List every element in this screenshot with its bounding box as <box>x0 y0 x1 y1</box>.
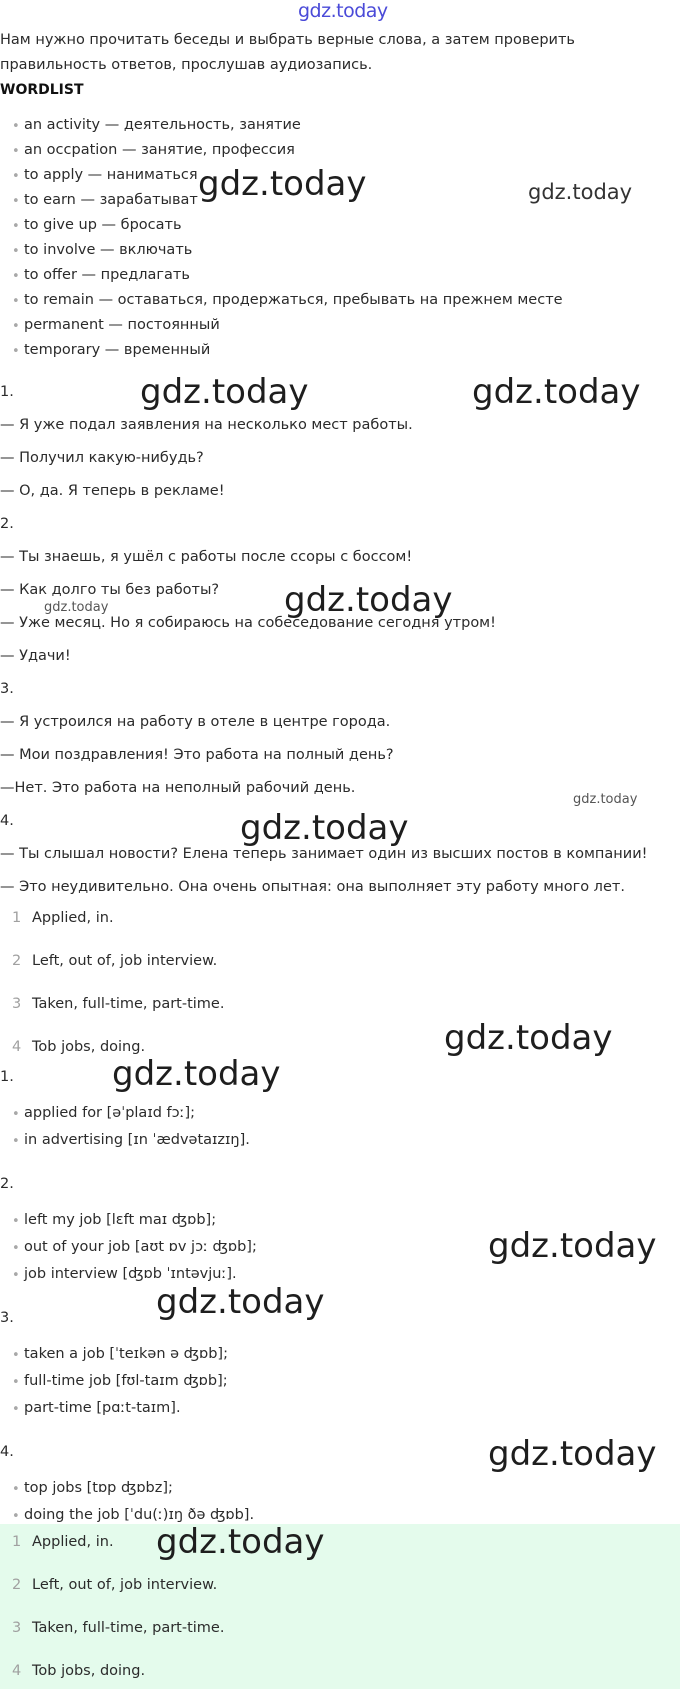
bullet-icon: • <box>12 1134 20 1149</box>
bullet-icon: • <box>12 294 20 309</box>
watermark: gdz.today <box>488 1434 657 1474</box>
dialogue-line: — Как долго ты без работы? <box>0 582 220 598</box>
bullet-icon: • <box>12 1509 20 1524</box>
bullet-icon: • <box>12 119 20 134</box>
watermark: gdz.today <box>156 1522 325 1562</box>
bullet-icon: • <box>12 244 20 259</box>
bullet-icon: • <box>12 1348 20 1363</box>
watermark: gdz.today <box>240 808 409 848</box>
dialogue-line: — Получил какую-нибудь? <box>0 450 204 466</box>
dialogue-line: —Нет. Это работа на неполный рабочий день. <box>0 780 356 796</box>
watermark: gdz.today <box>198 164 367 204</box>
dialogue-line: — Уже месяц. Но я собираюсь на собеседование сегодня утром! <box>0 615 496 631</box>
task-description: Нам нужно прочитать беседы и выбрать верные слова, а затем проверить правильность ответов, прослушав аудиозапись. <box>0 32 575 73</box>
bullet-icon: • <box>12 344 20 359</box>
dialogue-line: — Это неудивительно. Она очень опытная: она выполняет эту работу много лет. <box>0 879 625 895</box>
bullet-icon: • <box>12 269 20 284</box>
bullet-icon: • <box>12 1107 20 1122</box>
watermark: gdz.today <box>284 580 453 620</box>
bullet-icon: • <box>12 1268 20 1283</box>
dialogue-number: 4. <box>0 813 14 829</box>
dialogue-line: — Ты знаешь, я ушёл с работы после ссоры с боссом! <box>0 549 413 565</box>
bullet-icon: • <box>12 319 20 334</box>
bullet-icon: • <box>12 1214 20 1229</box>
watermark: gdz.today <box>573 792 638 807</box>
bullet-icon: • <box>12 1241 20 1256</box>
dialogue-line: — Удачи! <box>0 648 71 664</box>
watermark: gdz.today <box>472 372 641 412</box>
watermark: gdz.today <box>140 372 309 412</box>
section-number: 2. <box>0 1176 14 1192</box>
dialogue-line: — Мои поздравления! Это работа на полный день? <box>0 747 394 763</box>
bullet-icon: • <box>12 219 20 234</box>
watermark: gdz.today <box>112 1054 281 1094</box>
watermark: gdz.today <box>488 1226 657 1266</box>
dialogue-number: 2. <box>0 516 14 532</box>
dialogue-line: — Я уже подал заявления на несколько мест работы. <box>0 417 413 433</box>
section-number: 4. <box>0 1444 14 1460</box>
dialogue-line: — Я устроился на работу в отеле в центре города. <box>0 714 391 730</box>
watermark: gdz.today <box>156 1282 325 1322</box>
dialogue-number: 1. <box>0 384 14 400</box>
bullet-icon: • <box>12 169 20 184</box>
section-number: 1. <box>0 1069 14 1085</box>
dialogue-line: — Ты слышал новости? Елена теперь занимает один из высших постов в компании! <box>0 846 648 862</box>
bullet-icon: • <box>12 1482 20 1497</box>
bullet-icon: • <box>12 194 20 209</box>
bullet-icon: • <box>12 144 20 159</box>
dialogue-line: — О, да. Я теперь в рекламе! <box>0 483 225 499</box>
watermark: gdz.today <box>528 180 633 204</box>
site-logo[interactable]: gdz.today <box>298 0 388 22</box>
bullet-icon: • <box>12 1375 20 1390</box>
section-number: 3. <box>0 1310 14 1326</box>
watermark: gdz.today <box>44 600 109 615</box>
dialogue-number: 3. <box>0 681 14 697</box>
wordlist-title: WORDLIST <box>0 82 84 98</box>
watermark: gdz.today <box>444 1018 613 1058</box>
bullet-icon: • <box>12 1402 20 1417</box>
